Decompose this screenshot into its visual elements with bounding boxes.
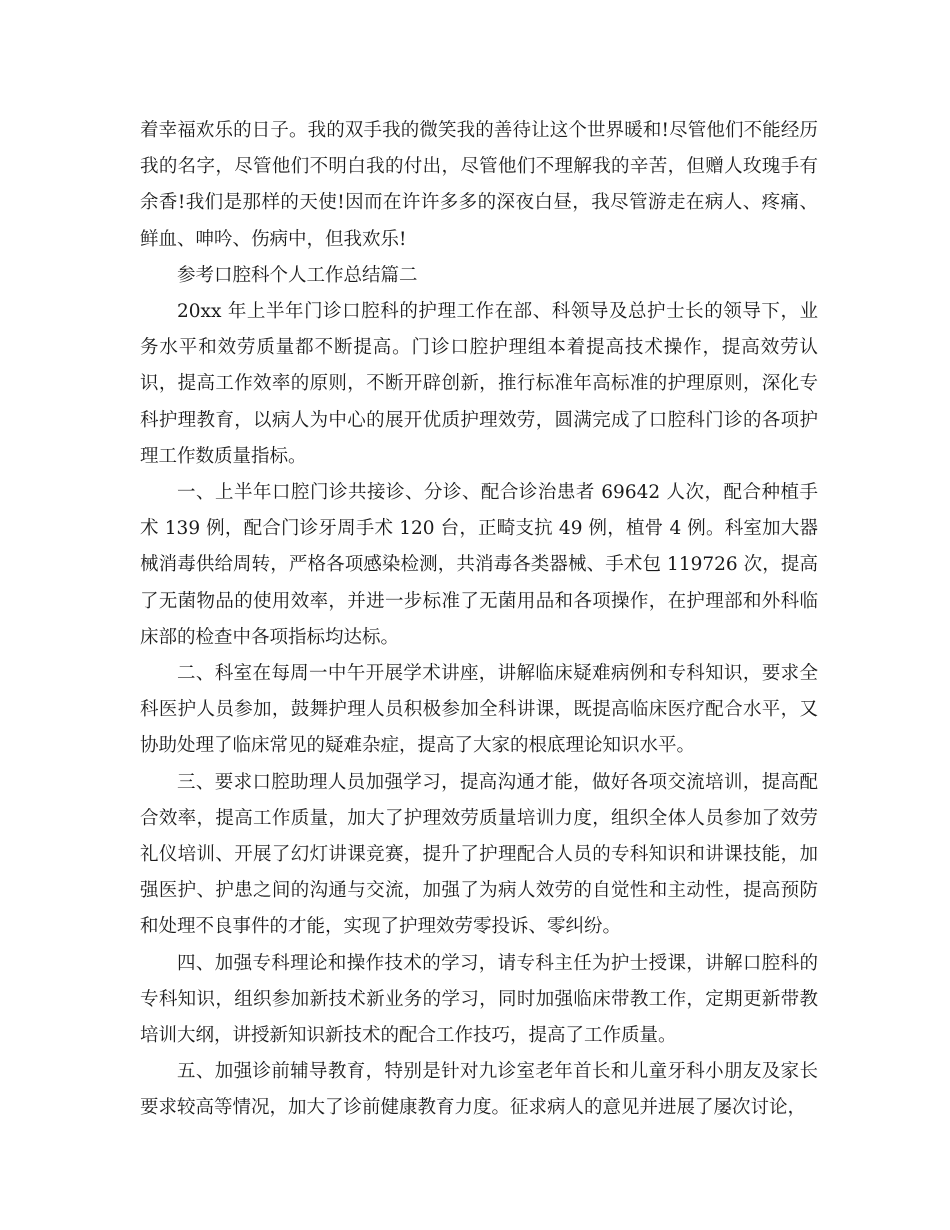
section-heading: 参考口腔科个人工作总结篇二 — [177, 264, 418, 286]
document-body — [140, 113, 818, 1127]
paragraph-item-5: 五、加强诊前辅导教育，特别是针对九诊室老年首长和儿童牙科小朋友及家长要求较高等情况，加大了诊前健康教育力度。征求病人的意见并进展了屡次讨论， — [140, 1061, 818, 1119]
paragraph-item-1: 一、上半年口腔门诊共接诊、分诊、配合诊治患者 69642 人次，配合种植手术 139 例，配合门诊牙周手术 120 台，正畸支抗 49 例，植骨 4 例。科室加大器械消毒供给周转，严格各项感染检测，共消毒各类器械、手术包 119726 次，提高了无菌物品的使用效率，并进一步标准了无菌用品和各项操作，在护理部和外科临床部的检查中各项指标均达标。 — [140, 482, 818, 648]
paragraph-overview: 20xx 年上半年门诊口腔科的护理工作在部、科领导及总护士长的领导下，业务水平和效劳质量都不断提高。门诊口腔护理组本着提高技术操作，提高效劳认识，提高工作效率的原则，不断开辟创新，推行标准年高标准的护理原则，深化专科护理教育，以病人为中心的展开优质护理效劳，圆满完成了口腔科门诊的各项护理工作数质量指标。 — [140, 301, 818, 467]
paragraph-item-3: 三、要求口腔助理人员加强学习，提高沟通才能，做好各项交流培训，提高配合效率，提高工作质量，加大了护理效劳质量培训力度，组织全体人员参加了效劳礼仪培训、开展了幻灯讲课竞赛，提升了护理配合人员的专科知识和讲课技能，加强医护、护患之间的沟通与交流，加强了为病人效劳的自觉性和主动性，提高预防和处理不良事件的才能，实现了护理效劳零投诉、零纠纷。 — [140, 771, 818, 938]
paragraph-intro: 着幸福欢乐的日子。我的双手我的微笑我的善待让这个世界暖和!尽管他们不能经历我的名字，尽管他们不明白我的付出，尽管他们不理解我的辛苦，但赠人玫瑰手有余香!我们是那样的天使!因而在许许多多的深夜白昼，我尽管游走在病人、疼痛、鲜血、呻吟、伤病中，但我欢乐! — [140, 120, 818, 250]
paragraph-item-4: 四、加强专科理论和操作技术的学习，请专科主任为护士授课，讲解口腔科的专科知识，组织参加新技术新业务的学习，同时加强临床带教工作，定期更新带教培训大纲，讲授新知识新技术的配合工作技巧，提高了工作质量。 — [140, 952, 818, 1047]
paragraph-item-2: 二、科室在每周一中午开展学术讲座，讲解临床疑难病例和专科知识，要求全科医护人员参加，鼓舞护理人员积极参加全科讲课，既提高临床医疗配合水平，又协助处理了临床常见的疑难杂症，提高了大家的根底理论知识水平。 — [140, 663, 818, 757]
